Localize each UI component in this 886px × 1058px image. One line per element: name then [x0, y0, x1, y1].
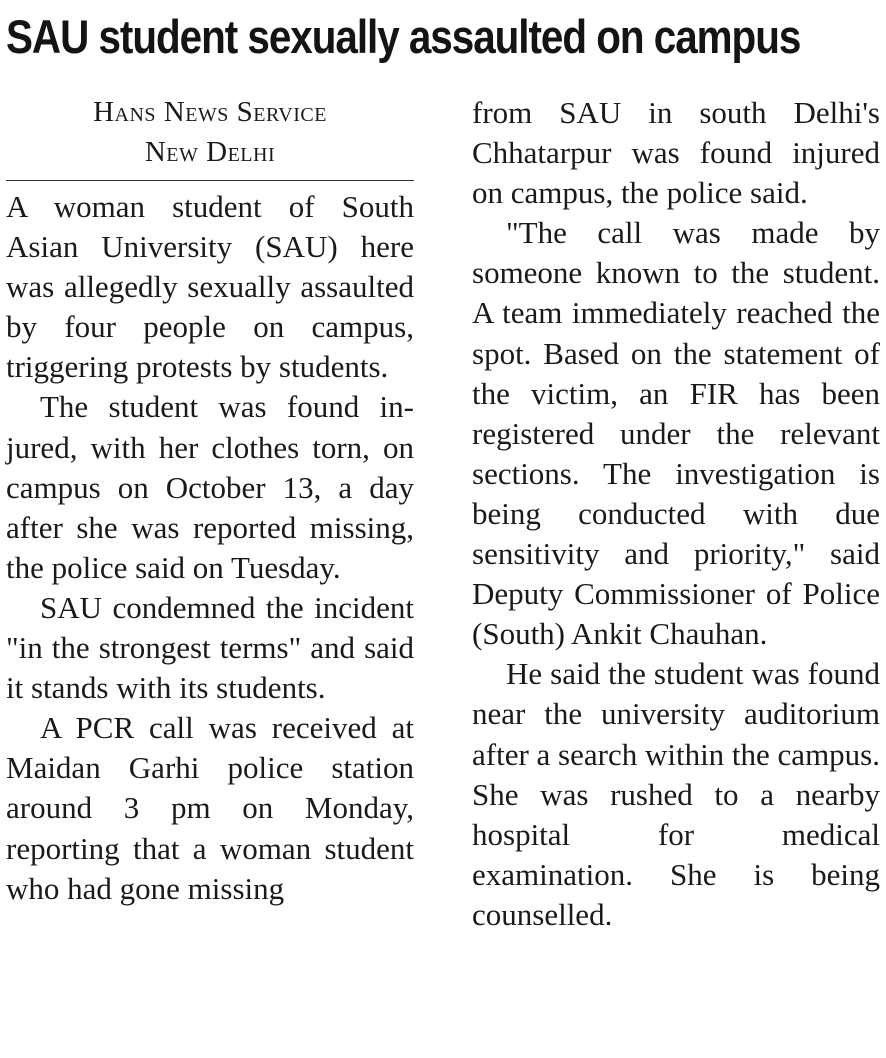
- article-paragraph: from SAU in south Delhi's Chhatarpur was found injured on campus, the police said.: [472, 95, 880, 211]
- article-paragraph: A woman student of South Asian University (SAU) here was allegedly sexually assaulted by four people on campus, triggering protests by students.: [6, 189, 414, 385]
- article-paragraph: The student was found injured, with her clothes torn, on campus on October 13, a day after she was reported missing, the police said on Tuesday.: [6, 389, 414, 585]
- headline: SAU student sexually assaulted on campus: [6, 10, 801, 63]
- byline: [6, 92, 414, 181]
- article-paragraph: A PCR call was received at Maidan Garhi police station around 3 pm on Monday, reporting that a woman student who had gone missing: [6, 710, 414, 906]
- right-column: [472, 93, 880, 935]
- article-paragraph: He said the student was found near the university auditorium after a search within the campus. She was rushed to a nearby hospital for medical examination. She is being counselled.: [472, 656, 880, 932]
- article-paragraph: "The call was made by someone known to the student. A team immediately reached the spot. Based on the statement of the victim, an FIR has been registered under the relevant sections. The investigation is being conducted with due sensitivity and priority," said Deputy Commissioner of Police (South) Ankit Chauhan.: [472, 215, 880, 652]
- byline-agency: Hans News Service: [93, 96, 327, 128]
- byline-location: New Delhi: [144, 136, 276, 168]
- left-column: [6, 92, 414, 909]
- article-paragraph: SAU condemned the incident "in the strongest terms" and said it stands with its students.: [6, 589, 414, 706]
